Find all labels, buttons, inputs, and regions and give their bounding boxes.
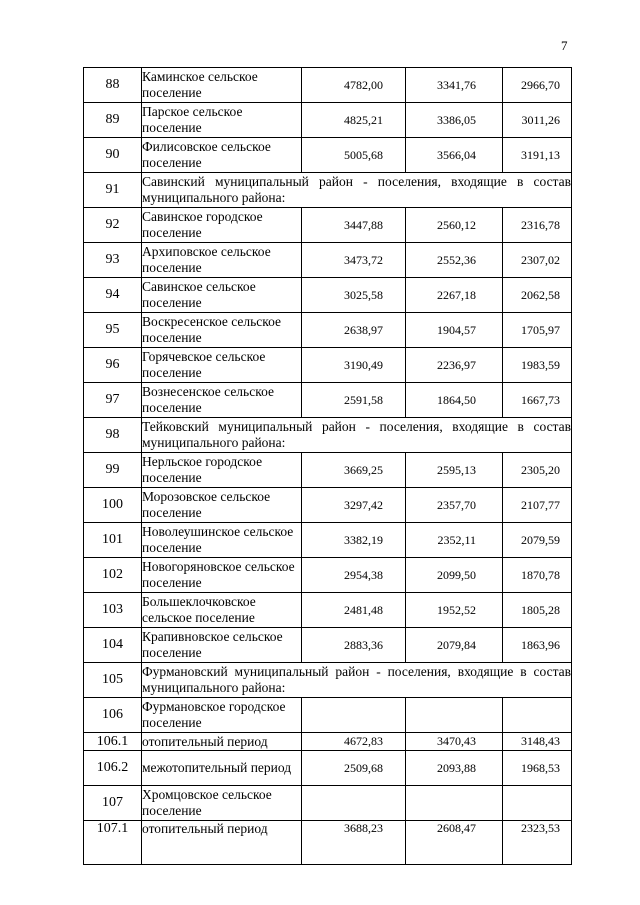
row-number: 88 bbox=[84, 68, 142, 103]
value-cell-v2: 2267,18 bbox=[406, 278, 503, 313]
table-row bbox=[84, 418, 572, 453]
value-cell-v2: 2093,88 bbox=[406, 751, 503, 786]
value-cell-v1: 3688,23 bbox=[302, 821, 406, 865]
value-cell-v1: 3669,25 bbox=[302, 453, 406, 488]
row-number: 105 bbox=[84, 663, 142, 698]
district-heading: Тейковский муниципальный район - поселения, входящие в состав муниципального района: bbox=[142, 418, 572, 453]
table-row bbox=[84, 68, 572, 103]
row-number: 107 bbox=[84, 786, 142, 821]
value-cell-v3: 1983,59 bbox=[503, 348, 572, 383]
row-number: 106.1 bbox=[84, 733, 142, 751]
value-cell-v2: 2560,12 bbox=[406, 208, 503, 243]
settlement-name: Морозовское сельское поселение bbox=[142, 488, 302, 523]
table-row bbox=[84, 138, 572, 173]
table-row bbox=[84, 173, 572, 208]
table-row bbox=[84, 698, 572, 733]
table-row bbox=[84, 488, 572, 523]
value-cell-v2 bbox=[406, 786, 503, 821]
value-cell-v2: 3470,43 bbox=[406, 733, 503, 751]
table-row bbox=[84, 751, 572, 786]
value-cell-v1: 3297,42 bbox=[302, 488, 406, 523]
settlement-name: отопительный период bbox=[142, 733, 302, 751]
table-row bbox=[84, 733, 572, 751]
value-cell-v1: 2883,36 bbox=[302, 628, 406, 663]
value-cell-v2: 2552,36 bbox=[406, 243, 503, 278]
settlement-name: Хромцовское сельское поселение bbox=[142, 786, 302, 821]
settlement-name: Воскресенское сельское поселение bbox=[142, 313, 302, 348]
value-cell-v3: 2062,58 bbox=[503, 278, 572, 313]
value-cell-v1 bbox=[302, 698, 406, 733]
value-cell-v3: 2307,02 bbox=[503, 243, 572, 278]
value-cell-v3: 3191,13 bbox=[503, 138, 572, 173]
value-cell-v2: 2352,11 bbox=[406, 523, 503, 558]
row-number: 101 bbox=[84, 523, 142, 558]
table-row bbox=[84, 383, 572, 418]
row-number: 96 bbox=[84, 348, 142, 383]
row-number: 92 bbox=[84, 208, 142, 243]
value-cell-v3: 3011,26 bbox=[503, 103, 572, 138]
row-number: 102 bbox=[84, 558, 142, 593]
value-cell-v3: 1863,96 bbox=[503, 628, 572, 663]
row-number: 106.2 bbox=[84, 751, 142, 786]
row-number: 99 bbox=[84, 453, 142, 488]
settlement-name: Архиповское сельское поселение bbox=[142, 243, 302, 278]
settlement-name: Нерльское городское поселение bbox=[142, 453, 302, 488]
district-heading: Фурмановский муниципальный район - поселения, входящие в состав муниципального района: bbox=[142, 663, 572, 698]
table-row bbox=[84, 663, 572, 698]
value-cell-v1: 2481,48 bbox=[302, 593, 406, 628]
settlement-name: Савинское городское поселение bbox=[142, 208, 302, 243]
settlement-name: отопительный период bbox=[142, 821, 302, 865]
value-cell-v1: 3473,72 bbox=[302, 243, 406, 278]
table-row bbox=[84, 278, 572, 313]
value-cell-v1: 2591,58 bbox=[302, 383, 406, 418]
table-row bbox=[84, 523, 572, 558]
table-row bbox=[84, 243, 572, 278]
value-cell-v1: 3025,58 bbox=[302, 278, 406, 313]
value-cell-v2: 3566,04 bbox=[406, 138, 503, 173]
value-cell-v1: 5005,68 bbox=[302, 138, 406, 173]
value-cell-v2 bbox=[406, 698, 503, 733]
settlement-name: Вознесенское сельское поселение bbox=[142, 383, 302, 418]
value-cell-v3: 2079,59 bbox=[503, 523, 572, 558]
value-cell-v3: 2323,53 bbox=[503, 821, 572, 865]
value-cell-v3: 3148,43 bbox=[503, 733, 572, 751]
district-heading: Савинский муниципальный район - поселения, входящие в состав муниципального района: bbox=[142, 173, 572, 208]
row-number: 90 bbox=[84, 138, 142, 173]
value-cell-v3: 1870,78 bbox=[503, 558, 572, 593]
settlement-name: Горячевское сельское поселение bbox=[142, 348, 302, 383]
value-cell-v2: 2079,84 bbox=[406, 628, 503, 663]
value-cell-v1: 3190,49 bbox=[302, 348, 406, 383]
value-cell-v2: 1952,52 bbox=[406, 593, 503, 628]
page-number: 7 bbox=[561, 38, 568, 53]
value-cell-v3 bbox=[503, 698, 572, 733]
settlement-name: Каминское сельское поселение bbox=[142, 68, 302, 103]
value-cell-v3: 2107,77 bbox=[503, 488, 572, 523]
value-cell-v3: 2316,78 bbox=[503, 208, 572, 243]
value-cell-v2: 2608,47 bbox=[406, 821, 503, 865]
row-number: 91 bbox=[84, 173, 142, 208]
value-cell-v1: 4782,00 bbox=[302, 68, 406, 103]
value-cell-v2: 1864,50 bbox=[406, 383, 503, 418]
settlement-name: Фурмановское городское поселение bbox=[142, 698, 302, 733]
row-number: 103 bbox=[84, 593, 142, 628]
table-row bbox=[84, 348, 572, 383]
row-number: 93 bbox=[84, 243, 142, 278]
row-number: 95 bbox=[84, 313, 142, 348]
settlement-name: Савинское сельское поселение bbox=[142, 278, 302, 313]
row-number: 107.1 bbox=[84, 821, 142, 865]
value-cell-v1: 2954,38 bbox=[302, 558, 406, 593]
row-number: 94 bbox=[84, 278, 142, 313]
value-cell-v3 bbox=[503, 786, 572, 821]
table-row bbox=[84, 786, 572, 821]
value-cell-v1: 3382,19 bbox=[302, 523, 406, 558]
value-cell-v2: 2236,97 bbox=[406, 348, 503, 383]
value-cell-v1 bbox=[302, 786, 406, 821]
table-row bbox=[84, 628, 572, 663]
value-cell-v3: 2966,70 bbox=[503, 68, 572, 103]
value-cell-v1: 2509,68 bbox=[302, 751, 406, 786]
table-row bbox=[84, 453, 572, 488]
settlement-name: Крапивновское сельское поселение bbox=[142, 628, 302, 663]
value-cell-v2: 1904,57 bbox=[406, 313, 503, 348]
table-row bbox=[84, 593, 572, 628]
settlement-name: межотопительный период bbox=[142, 751, 302, 786]
value-cell-v2: 2099,50 bbox=[406, 558, 503, 593]
value-cell-v3: 1968,53 bbox=[503, 751, 572, 786]
row-number: 98 bbox=[84, 418, 142, 453]
row-number: 89 bbox=[84, 103, 142, 138]
settlement-name: Парское сельское поселение bbox=[142, 103, 302, 138]
value-cell-v2: 3386,05 bbox=[406, 103, 503, 138]
table-row bbox=[84, 821, 572, 865]
row-number: 106 bbox=[84, 698, 142, 733]
value-cell-v2: 3341,76 bbox=[406, 68, 503, 103]
table-row bbox=[84, 208, 572, 243]
value-cell-v2: 2357,70 bbox=[406, 488, 503, 523]
tariff-table-body bbox=[84, 68, 572, 865]
settlement-name: Новогоряновское сельское поселение bbox=[142, 558, 302, 593]
table-row bbox=[84, 103, 572, 138]
value-cell-v1: 3447,88 bbox=[302, 208, 406, 243]
row-number: 97 bbox=[84, 383, 142, 418]
value-cell-v2: 2595,13 bbox=[406, 453, 503, 488]
value-cell-v3: 2305,20 bbox=[503, 453, 572, 488]
settlement-name: Большеклочковское сельское поселение bbox=[142, 593, 302, 628]
value-cell-v3: 1667,73 bbox=[503, 383, 572, 418]
value-cell-v1: 2638,97 bbox=[302, 313, 406, 348]
table-row bbox=[84, 313, 572, 348]
table-row bbox=[84, 558, 572, 593]
settlement-name: Филисовское сельское поселение bbox=[142, 138, 302, 173]
row-number: 104 bbox=[84, 628, 142, 663]
value-cell-v1: 4825,21 bbox=[302, 103, 406, 138]
row-number: 100 bbox=[84, 488, 142, 523]
value-cell-v3: 1805,28 bbox=[503, 593, 572, 628]
tariff-table bbox=[83, 67, 572, 865]
settlement-name: Новолеушинское сельское поселение bbox=[142, 523, 302, 558]
value-cell-v3: 1705,97 bbox=[503, 313, 572, 348]
value-cell-v1: 4672,83 bbox=[302, 733, 406, 751]
